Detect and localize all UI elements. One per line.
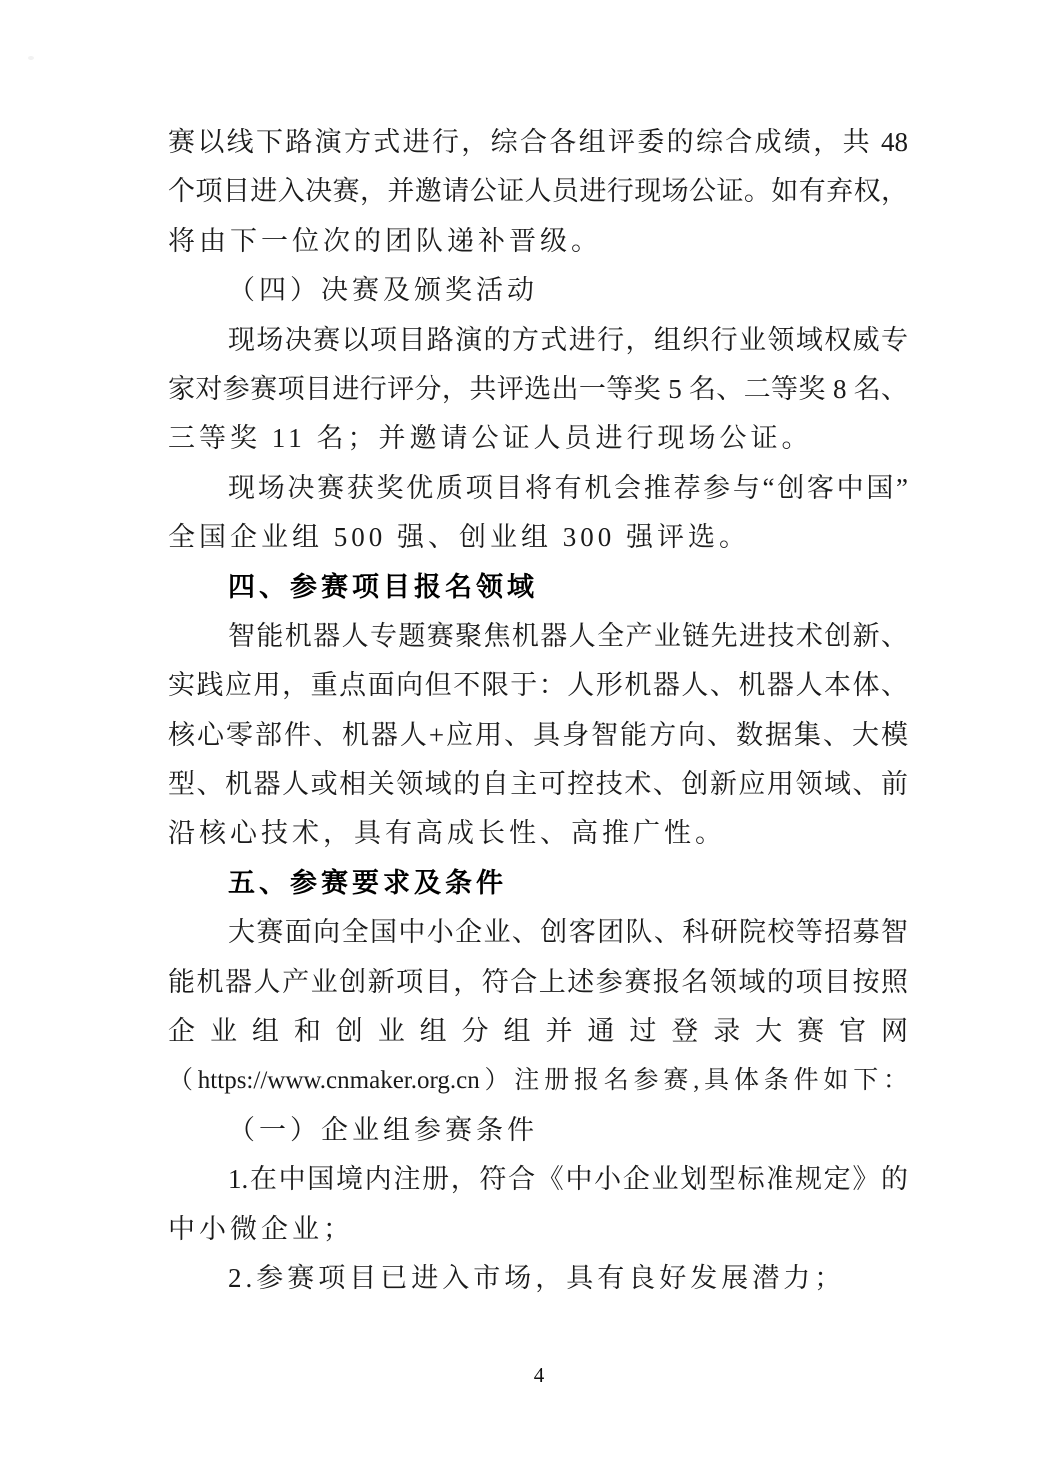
text-line-18: 能机器人产业创新项目，符合上述参赛报名领域的项目按照 [168, 966, 908, 997]
text-line-5: 现场决赛以项目路演的方式进行，组织行业领域权威专 [228, 324, 908, 355]
text-line-8: 现场决赛获奖优质项目将有机会推荐参与“创客中国” [228, 472, 908, 503]
text-line-14: 型、机器人或相关领域的自主可控技术、创新应用领域、前 [168, 769, 908, 800]
text-line-3: 将由下一位次的团队递补晋级。 [168, 225, 602, 256]
text-line-23: 中小微企业； [168, 1213, 354, 1244]
document-text [168, 118, 908, 1303]
text-line-9: 全国企业组 500 强、创业组 300 强评选。 [168, 522, 750, 553]
text-line-12: 实践应用，重点面向但不限于：人形机器人、机器人本体、 [168, 670, 908, 701]
text-line-19: 企业组和创业组分组并通过登录大赛官网 [168, 1016, 908, 1047]
scan-artifact [28, 56, 34, 60]
text-line-15: 沿核心技术，具有高成长性、高推广性。 [168, 818, 726, 849]
text-line-7: 三等奖 11 名；并邀请公证人员进行现场公证。 [168, 423, 813, 454]
text-line-20: （https://www.cnmaker.org.cn）注册报名参赛,具体条件如下： [168, 1067, 908, 1095]
text-line-16: 五、参赛要求及条件 [228, 867, 507, 898]
text-line-24: 2.参赛项目已进入市场，具有良好发展潜力； [228, 1262, 846, 1293]
text-line-2: 个项目进入决赛，并邀请公证人员进行现场公证。如有弃权， [168, 176, 908, 207]
text-line-6: 家对参赛项目进行评分，共评选出一等奖 5 名、二等奖 8 名、 [168, 373, 908, 404]
text-line-21: （一）企业组参赛条件 [228, 1114, 538, 1145]
page-number: 4 [533, 1363, 545, 1387]
text-line-22: 1.在中国境内注册，符合《中小企业划型标准规定》的 [228, 1164, 908, 1195]
text-line-4: （四）决赛及颁奖活动 [228, 275, 538, 306]
text-line-1: 赛以线下路演方式进行，综合各组评委的综合成绩，共 48 [168, 127, 908, 157]
text-line-10: 四、参赛项目报名领域 [228, 571, 538, 602]
text-line-13: 核心零部件、机器人+应用、具身智能方向、数据集、大模 [168, 719, 908, 750]
text-line-11: 智能机器人专题赛聚焦机器人全产业链先进技术创新、 [228, 620, 908, 651]
text-line-17: 大赛面向全国中小企业、创客团队、科研院校等招募智 [228, 917, 908, 948]
